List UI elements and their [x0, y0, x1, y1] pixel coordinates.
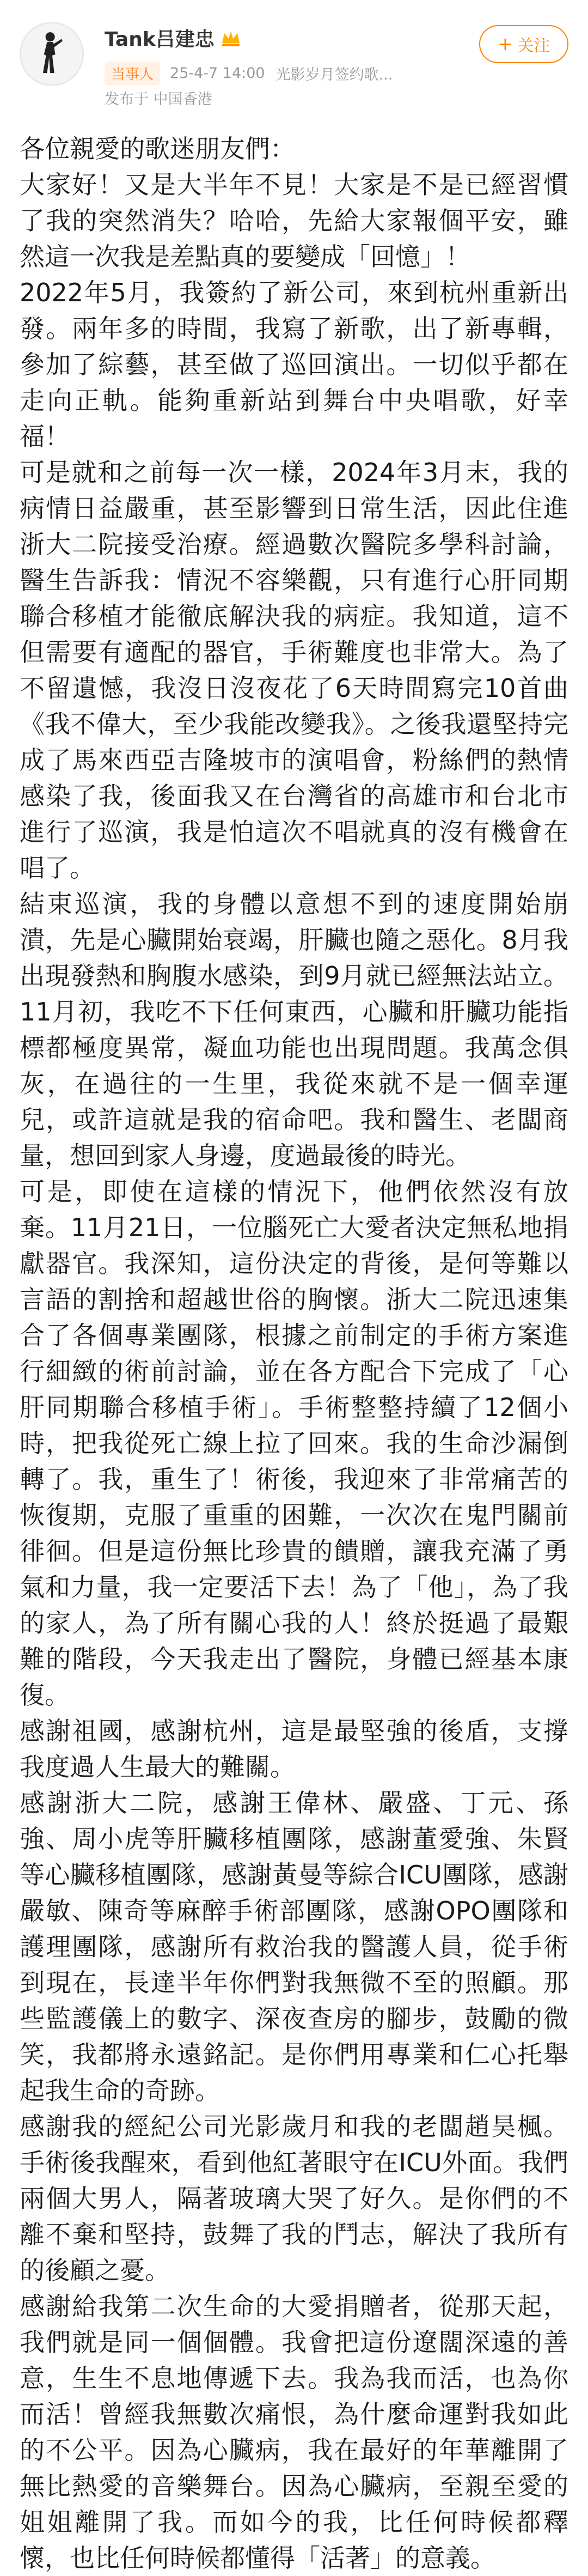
plus-icon: + — [497, 33, 513, 55]
post-paragraph: 各位親愛的歌迷朋友們： — [20, 134, 295, 163]
post-paragraph: 感謝我的經紀公司光影歲月和我的老闆趙昊楓。手術後我醒來，看到他紅著眼守在ICU外面。我們兩個大男人，隔著玻璃大哭了好久。是你們的不離不棄和堅持，鼓舞了我的鬥志，解決了我所有的後顧之憂。 — [20, 2112, 568, 2285]
post-location: 发布于 中国香港 — [105, 91, 212, 108]
author-avatar[interactable] — [20, 22, 84, 86]
post-paragraph: 2022年5月，我簽約了新公司，來到杭州重新出發。兩年多的時間，我寫了新歌，出了新專輯，參加了綜藝，甚至做了巡回演出。一切似乎都在走向正軌。能夠重新站到舞台中央唱歌，好幸福！ — [20, 278, 568, 451]
post-header — [0, 0, 588, 131]
follow-label: 关注 — [517, 37, 550, 56]
post-paragraph: 可是就和之前每一次一樣，2024年3月末，我的病情日益嚴重，甚至影響到日常生活，因此住進浙大二院接受治療。經過數次醫院多學科討論，醫生告訴我：情況不容樂觀，只有進行心肝同期聯合移植才能徹底解決我的病症。我知道，這不但需要有適配的器官，手術難度也非常大。為了不留遺憾，我沒日沒夜花了6天時間寫完10首曲《我不偉大，至少我能改變我》。之後我還堅持完成了馬來西亞吉隆坡市的演唱會，粉絲們的熱情感染了我，後面我又在台灣省的高雄市和台北市進行了巡演，我是怕這次不唱就真的沒有機會在唱了。 — [20, 458, 568, 883]
author-name[interactable]: Tank吕建忠 — [105, 28, 215, 51]
post-paragraph: 感謝浙大二院，感謝王偉林、嚴盛、丁元、孫強、周小虎等肝臟移植團隊，感謝董愛強、朱賢等心臟移植團隊，感謝黃曼等綜合ICU團隊，感謝嚴敏、陳奇等麻醉手術部團隊，感謝OPO團隊和護理團隊，感謝所有救治我的醫護人員，從手術到現在，長達半年你們對我無微不至的照顧。那些監護儀上的數字、深夜查房的腳步，鼓勵的微笑，我都將永遠銘記。是你們用專業和仁心托舉起我生命的奇跡。 — [20, 1788, 568, 2105]
post-paragraph: 感謝給我第二次生命的大愛捐贈者，從那天起，我們就是同一個個體。我會把這份遼闊深遠的善意，生生不息地傳遞下去。我為我而活，也為你而活！曾經我無數次痛恨，為什麼命運對我如此的不公平。因為心臟病，我在最好的年華離開了無比熱愛的音樂舞台。因為心臟病，至親至愛的姐姐離開了我。而如今的我，比任何時候都釋懷，也比任何時候都懂得「活著」的意義。 — [20, 2292, 568, 2573]
role-badge: 当事人 — [105, 62, 160, 85]
post-timestamp: 25-4-7 14:00 — [170, 64, 265, 82]
post-paragraph: 大家好！又是大半年不見！大家是不是已經習慣了我的突然消失？哈哈，先給大家報個平安，雖然這一次我是差點真的要變成「回憶」！ — [20, 170, 568, 271]
post-source: 光影岁月签约歌... — [275, 66, 393, 83]
post-meta — [105, 61, 393, 85]
post-paragraph: 可是，即使在這樣的情況下，他們依然沒有放棄。11月21日，一位腦死亡大愛者決定無私地捐獻器官。我深知，這份決定的背後，是何等難以言語的割捨和超越世俗的胸懷。浙大二院迅速集合了各個專業團隊，根據之前制定的手術方案進行細緻的術前討論，並在各方配合下完成了「心肝同期聯合移植手術」。手術整整持續了12個小時，把我從死亡線上拉了回來。我的生命沙漏倒轉了。我，重生了！術後，我迎來了非常痛苦的恢復期，克服了重重的困難，一次次在鬼門關前徘徊。但是這份無比珍貴的饋贈，讓我充滿了勇氣和力量，我一定要活下去！為了「他」，為了我的家人，為了所有關心我的人！終於挺過了最艱難的階段，今天我走出了醫院，身體已經基本康復。 — [20, 1177, 568, 1710]
post-paragraph: 感謝祖國，感謝杭州，這是最堅強的後盾，支撐我度過人生最大的難關。 — [20, 1716, 568, 1782]
author-name-row — [105, 24, 242, 52]
vip-crown-icon — [220, 29, 242, 47]
post-content — [0, 131, 588, 2576]
avatar-silhouette-icon — [21, 23, 82, 84]
post-paragraph: 結束巡演，我的身體以意想不到的速度開始崩潰，先是心臟開始衰竭，肝臟也隨之惡化。8月我出現發熱和胸腹水感染，到9月就已經無法站立。11月初，我吃不下任何東西，心臟和肝臟功能指標都極度異常，凝血功能也出現問題。我萬念俱灰，在過往的一生里，我從來就不是一個幸運兒，或許這就是我的宿命吧。我和醫生、老闆商量，想回到家人身邊，度過最後的時光。 — [20, 889, 568, 1170]
follow-button[interactable] — [479, 25, 568, 63]
